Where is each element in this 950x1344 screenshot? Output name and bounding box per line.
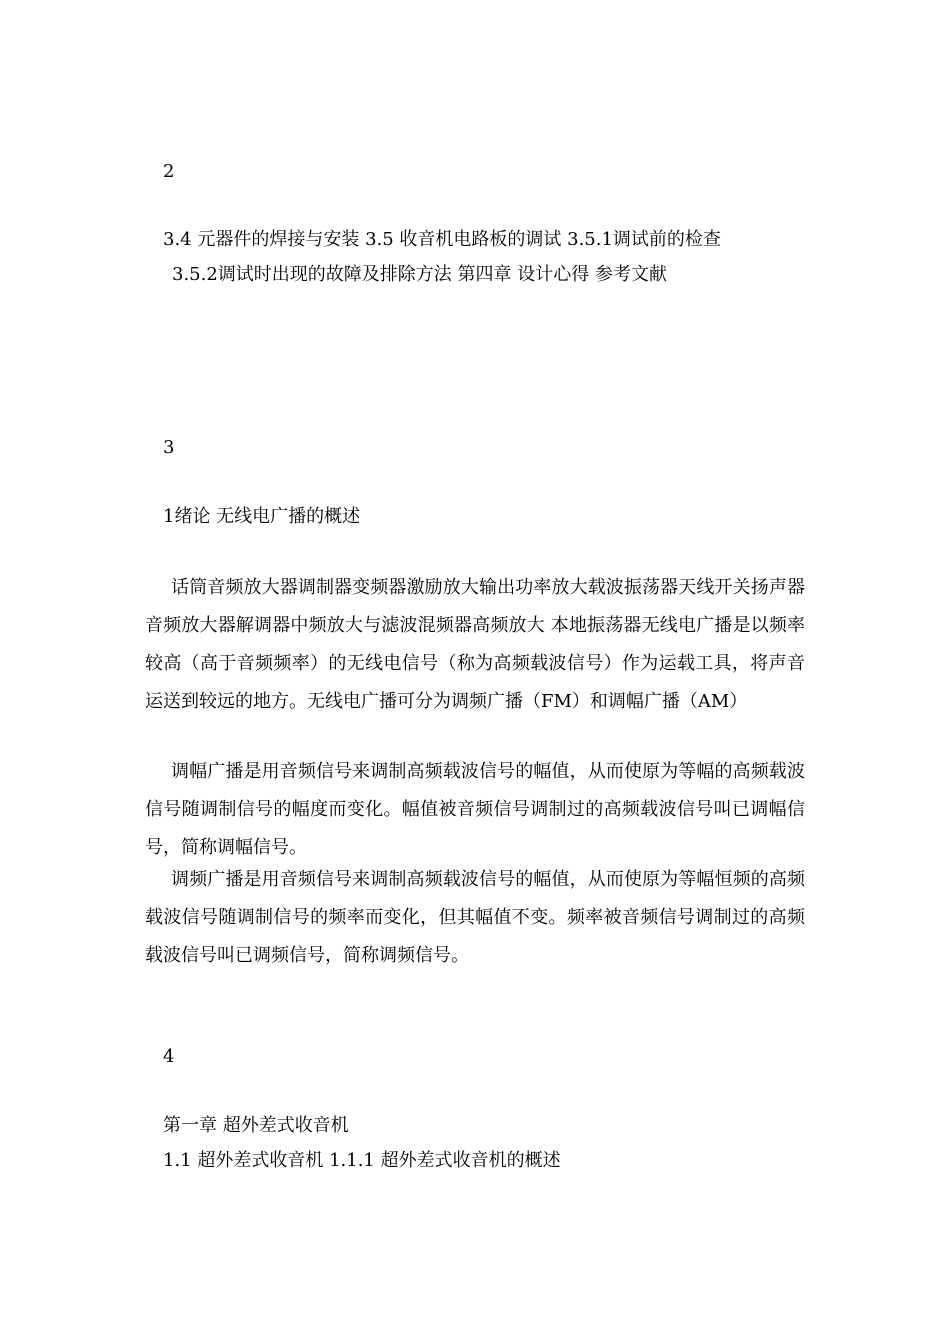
page-number-3: 3: [163, 437, 175, 458]
introduction-paragraph-2: 调幅广播是用音频信号来调制高频载波信号的幅值，从而使原为等幅的高频载波信号随调制信号的幅度而变化。幅值被音频信号调制过的高频载波信号叫已调幅信号，简称调幅信号。: [145, 761, 805, 858]
introduction-heading: 1绪论 无线电广播的概述: [163, 506, 361, 527]
page-number-2: 2: [163, 161, 175, 182]
introduction-paragraph-1: 话筒音频放大器调制器变频器激励放大输出功率放大载波振荡器天线开关扬声器音频放大器解调器中频放大与滤波混频器高频放大 本地振荡器无线电广播是以频率较高（高于音频频率）的无线电信号（称为高频载波信号）作为运载工具，将声音运送到较远的地方。无线电广播可分为调频广播（FM）和调幅广播（AM）: [145, 577, 805, 712]
chapter-title: 第一章 超外差式收音机: [163, 1115, 349, 1136]
toc-line-1: 3.4 元器件的焊接与安装 3.5 收音机电路板的调试 3.5.1调试前的检查: [163, 229, 721, 250]
page-number-4: 4: [163, 1046, 175, 1067]
section-heading: 1.1 超外差式收音机 1.1.1 超外差式收音机的概述: [163, 1150, 561, 1171]
toc-line-2: 3.5.2调试时出现的故障及排除方法 第四章 设计心得 参考文献: [172, 264, 667, 285]
introduction-paragraph-3: 调频广播是用音频信号来调制高频载波信号的幅值，从而使原为等幅恒频的高频载波信号随调制信号的频率而变化，但其幅值不变。频率被音频信号调制过的高频载波信号叫已调频信号，简称调频信号。: [145, 869, 805, 966]
